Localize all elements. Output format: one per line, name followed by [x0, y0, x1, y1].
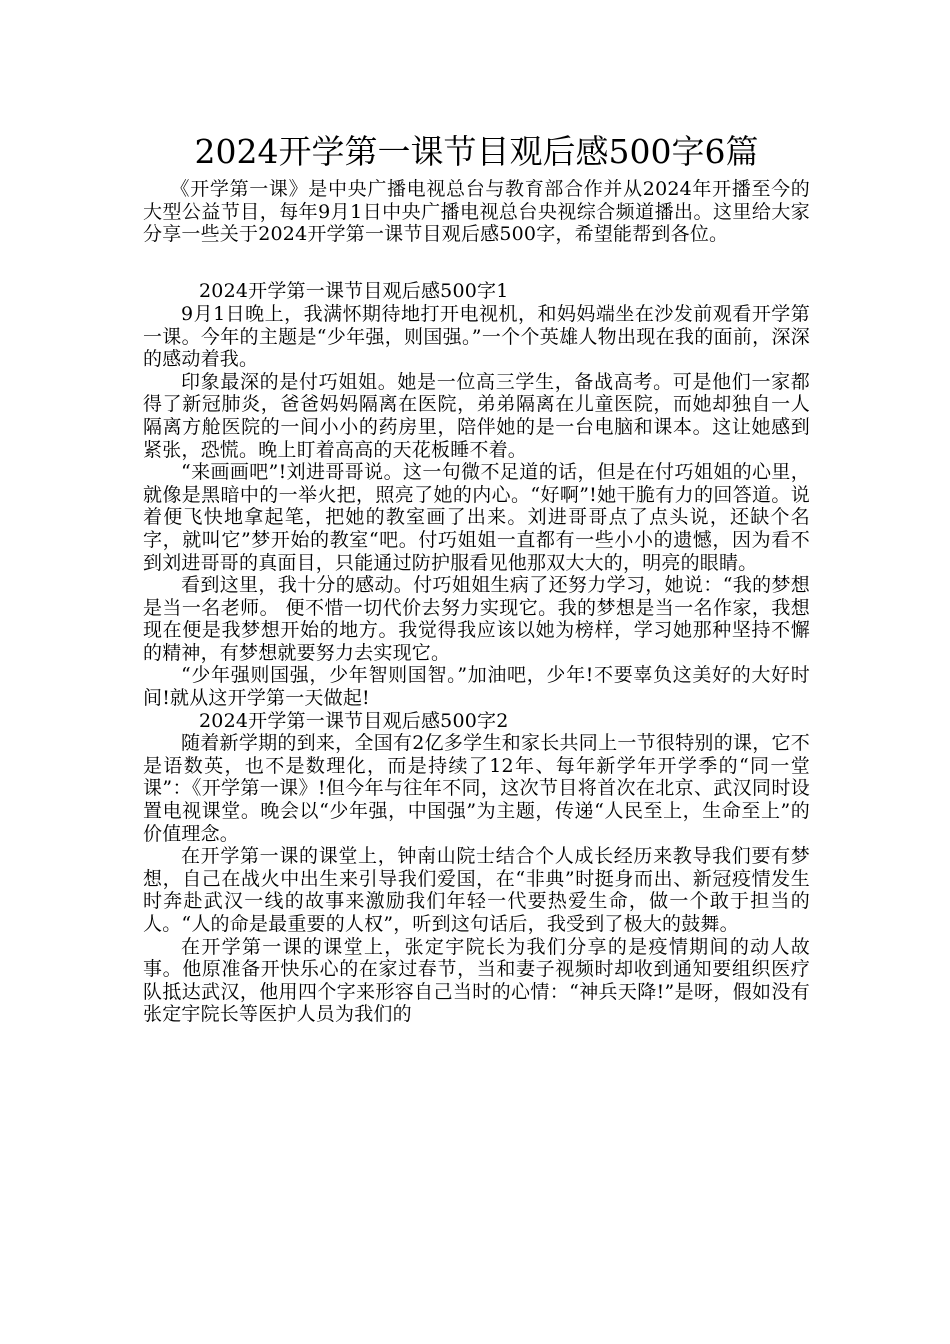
- body-paragraph: 在开学第一课的课堂上，张定宇院长为我们分享的是疫情期间的动人故事。他原准备开快乐心的在家过春节，当和妻子视频时却收到通知要组织医疗队抵达武汉，他用四个字来形容自己当时的心情：“神兵天降!”是呀，假如没有张定宇院长等医护人员为我们的: [143, 935, 810, 1026]
- intro-paragraph: 《开学第一课》是中央广播电视总台与教育部合作并从2024年开播至今的大型公益节目，每年9月1日中央广播电视总台央视综合频道播出。这里给大家分享一些关于2024开学第一课节目观后感500字，希望能帮到各位。: [143, 178, 810, 246]
- body-paragraph: 印象最深的是付巧姐姐。她是一位高三学生，备战高考。可是他们一家都得了新冠肺炎，爸爸妈妈隔离在医院，弟弟隔离在儿童医院，而她却独自一人隔离方舱医院的一间小小的药房里，陪伴她的是一台电脑和课本。这让她感到紧张，恐慌。晚上盯着高高的天花板睡不着。: [143, 370, 810, 461]
- body-paragraph: 随着新学期的到来，全国有2亿多学生和家长共同上一节很特别的课，它不是语数英，也不是数理化，而是持续了12年、每年新学年开学季的“同一堂课”：《开学第一课》!但今年与往年不同，这次节目将首次在北京、武汉同时设置电视课堂。晚会以“少年强，中国强”为主题，传递“人民至上，生命至上”的价值理念。: [143, 732, 810, 845]
- body-paragraph: 在开学第一课的课堂上，钟南山院士结合个人成长经历来教导我们要有梦想，自己在战火中出生来引导我们爱国，在“非典”时挺身而出、新冠疫情发生时奔赴武汉一线的故事来激励我们年轻一代要热爱生命，做一个敢于担当的人。“人的命是最重要的人权”，听到这句话后，我受到了极大的鼓舞。: [143, 845, 810, 935]
- document-title: 2024开学第一课节目观后感500字6篇: [194, 132, 759, 171]
- section-heading-2: 2024开学第一课节目观后感500字2: [199, 709, 509, 732]
- body-paragraph: 看到这里，我十分的感动。付巧姐姐生病了还努力学习，她说：“我的梦想是当一名老师。 便不惜一切代价去努力实现它。我的梦想是当一名作家，我想现在便是我梦想开始的地方。我觉得我应该以她为榜样，学习她那种坚持不懈的精神，有梦想就要努力去实现它。: [143, 574, 810, 664]
- body-paragraph: “少年强则国强，少年智则国智。”加油吧，少年!不要辜负这美好的大好时间!就从这开学第一天做起!: [143, 664, 810, 710]
- document-page: [143, 130, 810, 1026]
- section-heading-1: 2024开学第一课节目观后感500字1: [199, 280, 509, 303]
- spacer: [143, 246, 810, 269]
- body-paragraph: “来画画吧”!刘进哥哥说。这一句微不足道的话，但是在付巧姐姐的心里，就像是黑暗中的一举火把，照亮了她的内心。“好啊”!她干脆有力的回答道。说着便飞快地拿起笔，把她的教室画了出来。刘进哥哥点了点头说，还缺个名字，就叫它”梦开始的教室“吧。付巧姐姐一直都有一些小小的遗憾，因为看不到刘进哥哥的真面目，只能通过防护服看见他那双大大的，明亮的眼睛。: [143, 461, 810, 574]
- body-paragraph: 9月1日晚上，我满怀期待地打开电视机，和妈妈端坐在沙发前观看开学第一课。今年的主题是“少年强，则国强。”一个个英雄人物出现在我的面前，深深的感动着我。: [143, 302, 810, 371]
- spacer: [143, 268, 810, 280]
